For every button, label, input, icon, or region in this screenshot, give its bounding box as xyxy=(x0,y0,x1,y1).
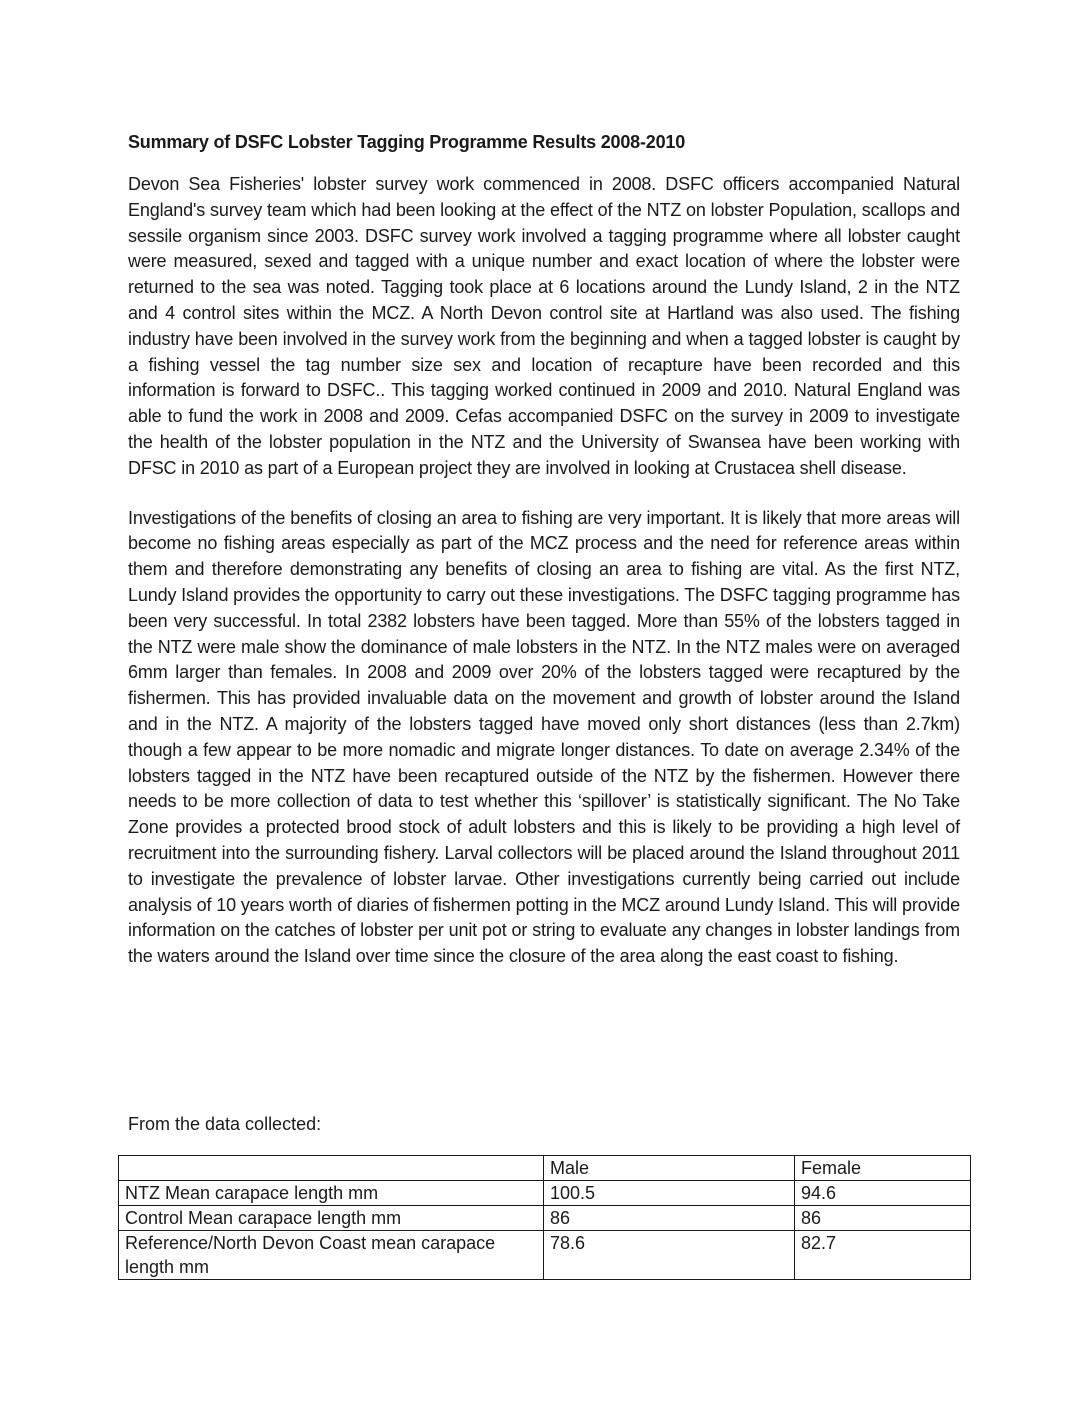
table-cell: 78.6 xyxy=(544,1231,795,1280)
table-cell: Reference/North Devon Coast mean carapace length mm xyxy=(119,1231,544,1280)
table-cell: 82.7 xyxy=(795,1231,971,1280)
table-row xyxy=(119,1181,971,1206)
table-header-cell: Male xyxy=(544,1156,795,1181)
table-row xyxy=(119,1206,971,1231)
table-row xyxy=(119,1231,971,1280)
table-cell: NTZ Mean carapace length mm xyxy=(119,1181,544,1206)
carapace-length-table xyxy=(118,1155,971,1280)
table-intro: From the data collected: xyxy=(128,1114,322,1134)
document-body xyxy=(128,130,960,994)
table-cell: 86 xyxy=(544,1206,795,1231)
document-title: Summary of DSFC Lobster Tagging Programme Results 2008-2010 xyxy=(128,132,686,152)
table-cell: 94.6 xyxy=(795,1181,971,1206)
paragraph-investigations: Investigations of the benefits of closing an area to fishing are very important. It is likely that more areas will become no fishing areas especially as part of the MCZ process and the need for reference areas within them and therefore demonstrating any benefits of closing an area to fishing are vital. As the first NTZ, Lundy Island provides the opportunity to carry out these investigations. The DSFC tagging programme has been very successful. In total 2382 lobsters have been tagged. More than 55% of the lobsters tagged in the NTZ were male show the dominance of male lobsters in the NTZ. In the NTZ males were on averaged 6mm larger than females. In 2008 and 2009 over 20% of the lobsters tagged were recaptured by the fishermen. This has provided invaluable data on the movement and growth of lobster around the Island and in the NTZ. A majority of the lobsters tagged have moved only short distances (less than 2.7km) though a few appear to be more nomadic and migrate longer distances. To date on average 2.34% of the lobsters tagged in the NTZ have been recaptured outside of the NTZ by the fishermen. However there needs to be more collection of data to test whether this ‘spillover’ is statistically significant. The No Take Zone provides a protected brood stock of adult lobsters and this is likely to be providing a high level of recruitment into the surrounding fishery. Larval collectors will be placed around the Island throughout 2011 to investigate the prevalence of lobster larvae. Other investigations currently being carried out include analysis of 10 years worth of diaries of fishermen potting in the MCZ around Lundy Island. This will provide information on the catches of lobster per unit pot or string to evaluate any changes in lobster landings from the waters around the Island over time since the closure of the area along the east coast to fishing. xyxy=(128,507,960,967)
table-cell: 100.5 xyxy=(544,1181,795,1206)
table-header-row xyxy=(119,1156,971,1181)
table-cell: 86 xyxy=(795,1206,971,1231)
table-header-cell xyxy=(119,1156,544,1181)
table-cell: Control Mean carapace length mm xyxy=(119,1206,544,1231)
paragraph-survey-background: Devon Sea Fisheries' lobster survey work commenced in 2008. DSFC officers accompanied Natural England's survey team which had been looking at the effect of the NTZ on lobster Population, scallops and sessile organism since 2003. DSFC survey work involved a tagging programme where all lobster caught were measured, sexed and tagged with a unique number and exact location of where the lobster were returned to the sea was noted. Tagging took place at 6 locations around the Lundy Island, 2 in the NTZ and 4 control sites within the MCZ. A North Devon control site at Hartland was also used. The fishing industry have been involved in the survey work from the beginning and when a tagged lobster is caught by a fishing vessel the tag number size sex and location of recapture have been recorded and this information is forward to DSFC.. This tagging worked continued in 2009 and 2010. Natural England was able to fund the work in 2008 and 2009. Cefas accompanied DSFC on the survey in 2009 to investigate the health of the lobster population in the NTZ and the University of Swansea have been working with DFSC in 2010 as part of a European project they are involved in looking at Crustacea shell disease. xyxy=(128,174,960,478)
table-header-cell: Female xyxy=(795,1156,971,1181)
